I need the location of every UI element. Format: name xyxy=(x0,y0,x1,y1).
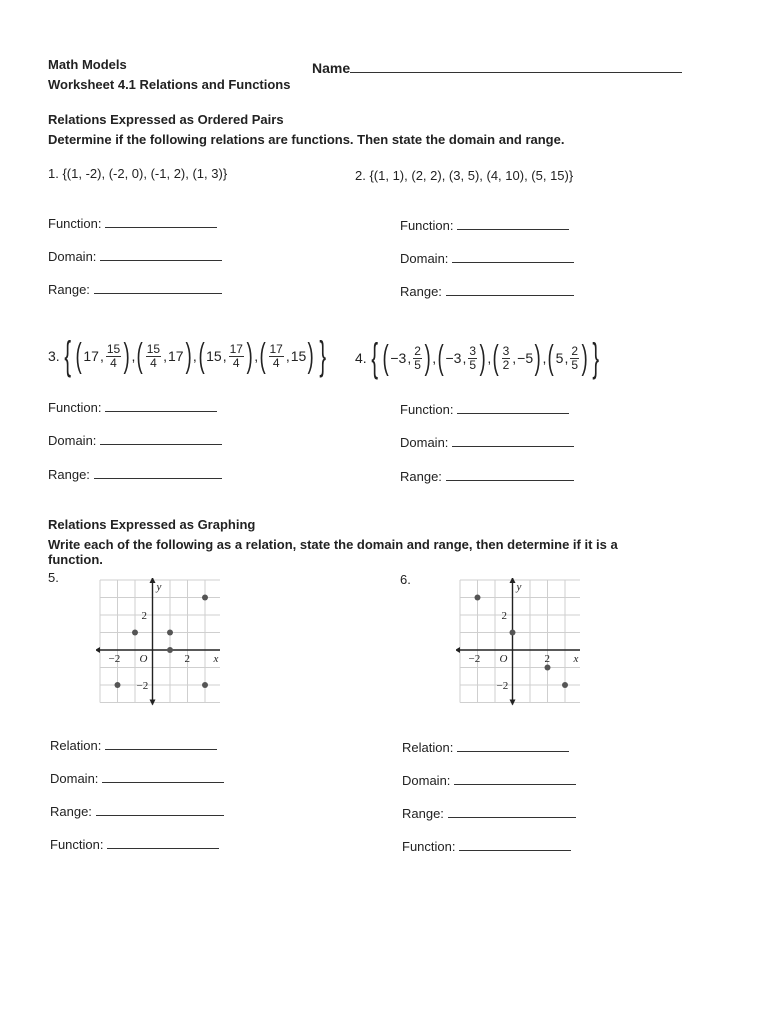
p3-c-fraction: $\frac{17}{4}$ xyxy=(229,341,243,370)
p3-b-y: 17 xyxy=(168,348,184,364)
problem-3: 3. { ( 17 , $\frac{15}{4}$ ) , ( $\frac{15}{4}$ , 17 ) , ( 15 , $\frac{17}{4}$ ) , ( $\frac{17}{4}$ , 15 ) } xyxy=(48,334,326,378)
p6-range-blank[interactable] xyxy=(448,817,576,818)
range-label: Range: xyxy=(400,284,442,299)
function-label: Function: xyxy=(50,837,104,852)
domain-label: Domain: xyxy=(402,773,451,788)
p2-domain-blank[interactable] xyxy=(452,262,574,263)
p3-c-x: 15 xyxy=(206,348,222,364)
domain-label: Domain: xyxy=(50,771,99,786)
section2-instructions-line1: Write each of the following as a relation, state the domain and range, then determine if it is a xyxy=(48,537,618,552)
p3-function-blank[interactable] xyxy=(105,411,217,412)
domain-label: Domain: xyxy=(400,251,449,266)
x-axis-label: x xyxy=(213,653,219,665)
p4-d-fraction: $\frac{2}{5}$ xyxy=(571,343,579,372)
left-paren: ( xyxy=(437,339,444,377)
range-label: Range: xyxy=(50,804,92,819)
data-point xyxy=(562,682,568,688)
function-label: Function: xyxy=(400,402,454,417)
p1-range-row xyxy=(48,282,222,297)
p4-range-row xyxy=(400,469,574,484)
left-paren: ( xyxy=(382,339,389,377)
p3-domain-blank[interactable] xyxy=(100,444,222,445)
y-tick-label: 2 xyxy=(141,610,147,622)
p3-function-row xyxy=(48,400,217,415)
p4-domain-blank[interactable] xyxy=(452,446,574,447)
p4-a-x: −3 xyxy=(390,350,407,366)
section2-instructions-line2: function. xyxy=(48,552,103,567)
name-label: Name xyxy=(312,60,351,76)
p1-domain-blank[interactable] xyxy=(100,260,222,261)
x-tick-label: −2 xyxy=(468,653,481,665)
right-paren: ) xyxy=(123,337,130,375)
section1-title: Relations Expressed as Ordered Pairs xyxy=(48,112,284,127)
function-label: Function: xyxy=(400,218,454,233)
y-tick-label: −2 xyxy=(496,680,509,692)
data-point xyxy=(202,682,208,688)
domain-label: Domain: xyxy=(400,435,449,450)
data-point xyxy=(132,630,138,636)
problem-5-number: 5. xyxy=(48,570,59,585)
function-label: Function: xyxy=(48,216,102,231)
p4-function-row xyxy=(400,402,569,417)
p5-range-blank[interactable] xyxy=(96,815,224,816)
p5-relation-blank[interactable] xyxy=(105,749,217,750)
p3-a-fraction: $\frac{15}{4}$ xyxy=(106,341,121,370)
data-point xyxy=(202,595,208,601)
range-label: Range: xyxy=(400,469,442,484)
p6-range-row xyxy=(402,806,576,821)
name-blank[interactable] xyxy=(350,72,682,73)
right-paren: ) xyxy=(307,337,315,375)
p3-b-fraction: $\frac{15}{4}$ xyxy=(146,341,161,370)
p3-domain-row xyxy=(48,433,222,448)
worksheet-title: Worksheet 4.1 Relations and Functions xyxy=(48,77,291,92)
left-paren: ( xyxy=(75,337,82,375)
p4-domain-row xyxy=(400,435,574,450)
domain-label: Domain: xyxy=(48,249,97,264)
relation-label: Relation: xyxy=(50,738,102,753)
range-label: Range: xyxy=(48,282,90,297)
p5-range-row xyxy=(50,804,224,819)
left-paren: ( xyxy=(136,337,144,375)
p1-function-blank[interactable] xyxy=(105,227,217,228)
section1-instructions: Determine if the following relations are functions. Then state the domain and range. xyxy=(48,132,565,147)
problem-4: 4. { ( −3 , $\frac{2}{5}$ ) , ( −3 , $\frac{3}{5}$ ) , ( $\frac{3}{2}$ , −5 ) , ( 5 , $\frac{2}{5}$ ) } xyxy=(355,336,600,380)
problem-1: 1. {(1, -2), (-2, 0), (-1, 2), (1, 3)} xyxy=(48,166,228,181)
p4-d-x: 5 xyxy=(555,350,564,366)
data-point xyxy=(475,595,481,601)
graph-5 xyxy=(96,578,220,706)
p5-domain-row xyxy=(50,771,224,786)
range-label: Range: xyxy=(402,806,444,821)
name-field[interactable] xyxy=(312,60,682,76)
problem-2: 2. {(1, 1), (2, 2), (3, 5), (4, 10), (5, 15)} xyxy=(355,168,574,183)
right-brace: } xyxy=(592,336,600,380)
x-tick-label: 2 xyxy=(184,653,190,665)
x-axis-label: x xyxy=(573,653,579,665)
left-paren: ( xyxy=(547,339,555,377)
left-brace: { xyxy=(64,334,71,378)
x-axis-arrow-left xyxy=(96,647,100,653)
range-label: Range: xyxy=(48,467,90,482)
p4-c-fraction: $\frac{3}{2}$ xyxy=(502,343,510,372)
p1-range-blank[interactable] xyxy=(94,293,222,294)
p5-function-row xyxy=(50,837,219,852)
right-paren: ) xyxy=(534,339,541,377)
x-axis-arrow-left xyxy=(456,647,460,653)
y-axis-label: y xyxy=(156,581,162,593)
p1-function-row xyxy=(48,216,217,231)
p6-domain-blank[interactable] xyxy=(454,784,576,785)
p3-d-fraction: $\frac{17}{4}$ xyxy=(269,341,283,370)
data-point xyxy=(510,630,516,636)
problem-3-number: 3. xyxy=(48,348,60,364)
left-paren: ( xyxy=(492,339,500,377)
y-axis-label: y xyxy=(516,581,522,593)
x-tick-label: 2 xyxy=(544,653,550,665)
right-brace: } xyxy=(318,334,326,378)
p3-range-row xyxy=(48,467,222,482)
p2-range-row xyxy=(400,284,574,299)
left-paren: ( xyxy=(259,337,266,375)
problem-6-number: 6. xyxy=(400,572,411,587)
p4-b-x: −3 xyxy=(445,350,462,366)
p2-function-row xyxy=(400,218,569,233)
p2-range-blank[interactable] xyxy=(446,295,574,296)
right-paren: ) xyxy=(479,339,486,377)
p4-range-blank[interactable] xyxy=(446,480,574,481)
y-tick-label: 2 xyxy=(501,610,507,622)
p6-domain-row xyxy=(402,773,576,788)
p4-a-fraction: $\frac{2}{5}$ xyxy=(414,343,421,372)
graph-6 xyxy=(456,578,580,706)
function-label: Function: xyxy=(402,839,456,854)
p3-d-y: 15 xyxy=(290,348,307,364)
p5-domain-blank[interactable] xyxy=(102,782,224,783)
origin-label: O xyxy=(139,653,148,665)
relation-label: Relation: xyxy=(402,740,454,755)
left-paren: ( xyxy=(198,337,205,375)
p3-a-x: 17 xyxy=(83,348,99,364)
p6-function-blank[interactable] xyxy=(459,850,571,851)
domain-label: Domain: xyxy=(48,433,97,448)
data-point xyxy=(115,682,121,688)
p4-b-fraction: $\frac{3}{5}$ xyxy=(469,343,477,372)
p2-function-blank[interactable] xyxy=(457,229,569,230)
p5-relation-row xyxy=(50,738,217,753)
p5-function-blank[interactable] xyxy=(107,848,219,849)
origin-label: O xyxy=(499,653,508,665)
data-point xyxy=(167,630,173,636)
p4-c-y: −5 xyxy=(517,350,534,366)
right-paren: ) xyxy=(424,339,431,377)
p6-function-row xyxy=(402,839,571,854)
problem-4-number: 4. xyxy=(355,350,367,366)
x-tick-label: −2 xyxy=(108,653,121,665)
p1-domain-row xyxy=(48,249,222,264)
y-tick-label: −2 xyxy=(136,680,149,692)
data-point xyxy=(545,665,551,671)
function-label: Function: xyxy=(48,400,102,415)
data-point xyxy=(167,647,173,653)
course-title: Math Models xyxy=(48,57,127,72)
section2-title: Relations Expressed as Graphing xyxy=(48,517,256,532)
right-paren: ) xyxy=(185,337,192,375)
p4-function-blank[interactable] xyxy=(457,413,569,414)
p6-relation-row xyxy=(402,740,569,755)
p6-relation-blank[interactable] xyxy=(457,751,569,752)
right-paren: ) xyxy=(246,337,253,375)
right-paren: ) xyxy=(581,339,588,377)
p2-domain-row xyxy=(400,251,574,266)
p3-range-blank[interactable] xyxy=(94,478,222,479)
left-brace: { xyxy=(371,336,378,380)
